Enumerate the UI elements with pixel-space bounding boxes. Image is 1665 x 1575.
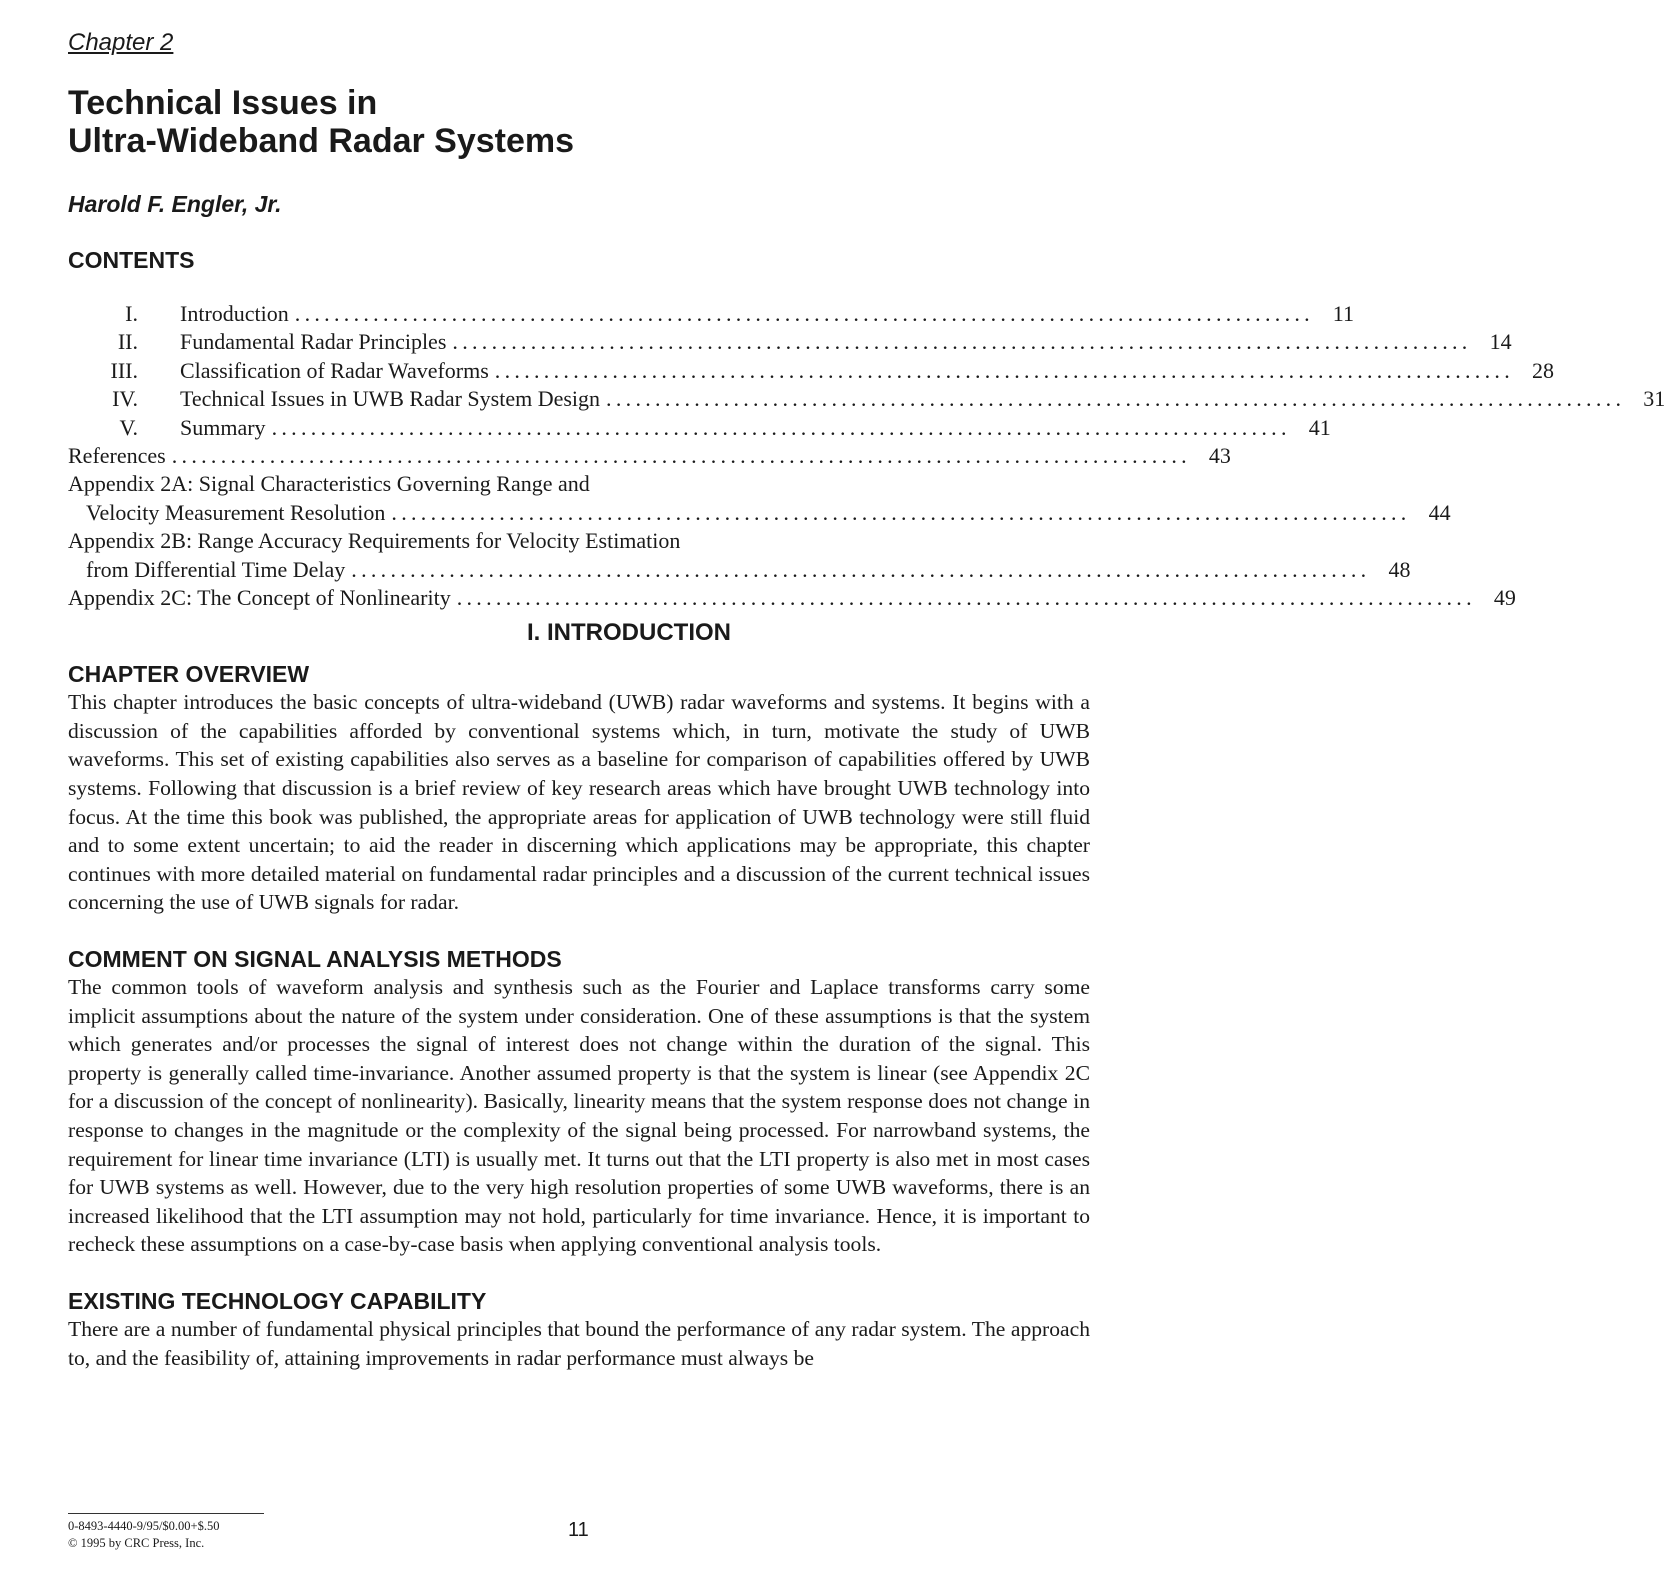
toc-entry-number: III.	[110, 357, 138, 383]
existing-technology-heading: EXISTING TECHNOLOGY CAPABILITY	[68, 1287, 487, 1314]
toc-entry-page: 41	[1308, 414, 1331, 440]
toc-entry-number: I.	[125, 301, 138, 326]
toc-entry[interactable]	[68, 470, 1090, 498]
footer-isbn-code: 0-8493-4440-9/95/$0.00+$.50	[68, 1519, 220, 1533]
toc-entry-page: 28	[1532, 357, 1554, 383]
footer-copyright: © 1995 by CRC Press, Inc.	[68, 1536, 205, 1550]
page-number: 11	[568, 1519, 589, 1541]
toc-entry-title: Introduction	[180, 301, 289, 326]
toc-entry[interactable]	[68, 414, 1331, 442]
signal-analysis-section	[68, 945, 1090, 1259]
signal-analysis-paragraph: The common tools of waveform analysis and synthesis such as the Fourier and Laplace transforms carry some implicit assumptions about the nature of the system under consideration. One of these assumptions is that the system which generates and/or processes the signal of interest does not change within the duration of the signal. This property is generally called time-invariance. Another assumed property is that the system is linear (see Appendix 2C for a discussion of the concept of nonlinearity). Basically, linearity means that the system response does not change in response to changes in the magnitude or the complexity of the signal being processed. For narrowband systems, the requirement for linear time invariance (LTI) is usually met. It turns out that the LTI property is also met in most cases for UWB systems as well. However, due to the very high resolution properties of some UWB waveforms, there is an increased likelihood that the LTI assumption may not hold, particularly for time invariance. Hence, it is important to recheck these assumptions on a case-by-case basis when applying conventional analysis tools.	[68, 975, 1090, 1257]
toc-entry-title: Appendix 2A: Signal Characteristics Governing Range and	[68, 471, 590, 497]
overview-heading: CHAPTER OVERVIEW	[68, 661, 310, 688]
toc-entry-continuation[interactable]	[68, 499, 1451, 527]
toc-entry[interactable]	[68, 357, 1554, 385]
toc-leader: ........................................................................................................	[171, 442, 1191, 468]
toc-entry-page: 31	[1643, 386, 1665, 412]
chapter-title-line-1: Technical Issues in	[68, 84, 378, 122]
toc-entry[interactable]	[68, 385, 1665, 413]
toc-entry-page: 49	[1493, 584, 1516, 610]
existing-technology-section	[68, 1287, 1090, 1372]
footer-rule	[68, 1513, 264, 1514]
section-title: I. INTRODUCTION	[527, 619, 731, 647]
document-page	[68, 28, 1665, 1372]
toc-leader: ........................................................................................................	[494, 357, 1514, 383]
existing-technology-paragraph: There are a number of fundamental physical principles that bound the performance of any radar system. The approach to, and the feasibility of, attaining improvements in radar performance must always be	[68, 1316, 1090, 1370]
signal-analysis-heading: COMMENT ON SIGNAL ANALYSIS METHODS	[68, 946, 562, 973]
toc-entry-title: References	[68, 442, 166, 468]
toc-entry[interactable]	[68, 328, 1512, 356]
page-footer	[68, 1513, 1090, 1563]
toc-leader: ........................................................................................................	[452, 329, 1472, 355]
toc-entry-page: 43	[1208, 442, 1231, 468]
contents-heading: CONTENTS	[68, 247, 195, 273]
author-name: Harold F. Engler, Jr.	[68, 191, 282, 217]
overview-paragraph: This chapter introduces the basic concepts of ultra-wideband (UWB) radar waveforms and systems. It begins with a discussion of the capabilities afforded by conventional systems which, in turn, motivate the study of UWB waveforms. This set of existing capabilities also serves as a baseline for comparison of capabilities offered by UWB systems. Following that discussion is a brief review of key research areas which have brought UWB technology into focus. At the time this book was published, the appropriate areas for application of UWB technology were still fluid and to some extent uncertain; to aid the reader in discerning which applications may be appropriate, this chapter continues with more detailed material on fundamental radar principles and a discussion of the current technical issues concerning the use of UWB signals for radar.	[68, 690, 1090, 915]
toc-entry[interactable]	[68, 442, 1231, 470]
toc-leader: ........................................................................................................	[606, 386, 1626, 412]
toc-entry-page: 44	[1428, 499, 1451, 525]
chapter-title-line-2: Ultra-Wideband Radar Systems	[68, 122, 575, 160]
toc-entry-title: Summary	[180, 414, 266, 440]
toc-entry-title: from Differential Time Delay	[86, 556, 346, 582]
toc-entry-title: Appendix 2C: The Concept of Nonlinearity	[68, 584, 451, 610]
toc-entry-title: Fundamental Radar Principles	[180, 329, 447, 355]
toc-entry[interactable]	[68, 584, 1516, 612]
toc-entry-title: Velocity Measurement Resolution	[86, 499, 386, 525]
toc-entry-number: V.	[119, 414, 138, 440]
toc-leader: ........................................................................................................	[351, 556, 1371, 582]
toc-entry-number: II.	[117, 329, 138, 355]
chapter-title	[68, 84, 1090, 160]
toc-leader: ........................................................................................................	[294, 301, 1314, 326]
toc-entry[interactable]	[68, 527, 1090, 555]
chapter-label: Chapter 2	[68, 29, 174, 56]
toc-entry[interactable]	[68, 300, 1354, 328]
overview-section	[68, 660, 1090, 917]
toc-entry-title: Technical Issues in UWB Radar System Design	[180, 386, 601, 412]
toc-entry-title: Classification of Radar Waveforms	[180, 357, 489, 383]
toc-leader: ........................................................................................................	[391, 499, 1411, 525]
toc-leader: ........................................................................................................	[271, 414, 1291, 440]
toc-entry-page: 48	[1388, 556, 1411, 582]
toc-leader: ........................................................................................................	[456, 584, 1476, 610]
toc-entry-page: 14	[1489, 329, 1512, 355]
toc-entry-title: Appendix 2B: Range Accuracy Requirements for Velocity Estimation	[68, 528, 681, 554]
table-of-contents	[68, 300, 1665, 612]
toc-entry-continuation[interactable]	[68, 556, 1411, 584]
toc-entry-page: 11	[1332, 301, 1354, 326]
toc-entry-number: IV.	[112, 386, 138, 412]
